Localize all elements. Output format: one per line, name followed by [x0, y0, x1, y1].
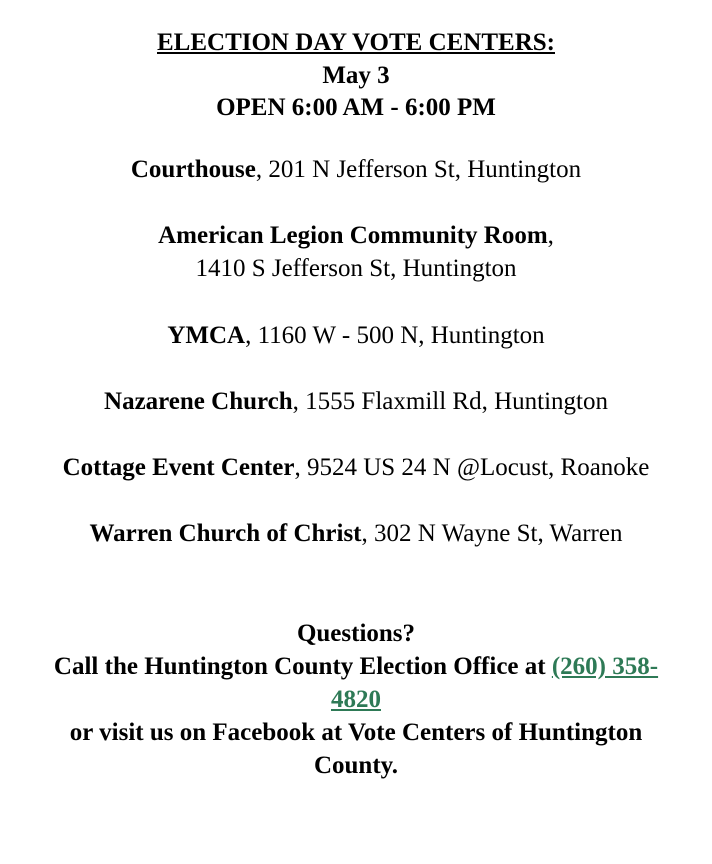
page-title: ELECTION DAY VOTE CENTERS: — [157, 29, 555, 56]
location-address: , 1555 Flaxmill Rd, Huntington — [292, 388, 608, 415]
election-date: May 3 — [322, 62, 390, 89]
location-warren-church — [0, 518, 712, 550]
location-name: American Legion Community Room — [158, 222, 548, 249]
facebook-line-end: County. — [313, 752, 399, 779]
location-cottage-event-center — [0, 452, 712, 484]
location-address: 1410 S Jefferson St, Huntington — [195, 255, 517, 282]
location-address: , 201 N Jefferson St, Huntington — [255, 156, 582, 183]
location-ymca — [0, 320, 712, 352]
hours: OPEN 6:00 AM - 6:00 PM — [216, 94, 496, 121]
call-line — [0, 651, 712, 683]
location-courthouse — [0, 154, 712, 186]
location-address: , 302 N Wayne St, Warren — [361, 520, 623, 547]
facebook-line: or visit us on Facebook at Vote Centers of Huntington — [69, 719, 643, 746]
phone-link[interactable]: 4820 — [331, 686, 381, 713]
location-name: Nazarene Church — [104, 388, 293, 415]
location-address: , 1160 W - 500 N, Huntington — [245, 322, 545, 349]
phone-link[interactable]: (260) 358- — [551, 653, 659, 680]
location-name-suffix: , — [547, 222, 554, 249]
location-name: Courthouse — [130, 156, 256, 183]
location-nazarene-church — [0, 386, 712, 418]
call-text: Call the Huntington County Election Office at — [53, 653, 552, 680]
location-american-legion — [0, 220, 712, 252]
location-name: Cottage Event Center — [62, 454, 295, 481]
questions-heading: Questions? — [296, 620, 416, 647]
location-address: , 9524 US 24 N @Locust, Roanoke — [294, 454, 650, 481]
phone-continuation — [0, 684, 712, 716]
location-name: Warren Church of Christ — [89, 520, 362, 547]
location-name: YMCA — [167, 322, 246, 349]
